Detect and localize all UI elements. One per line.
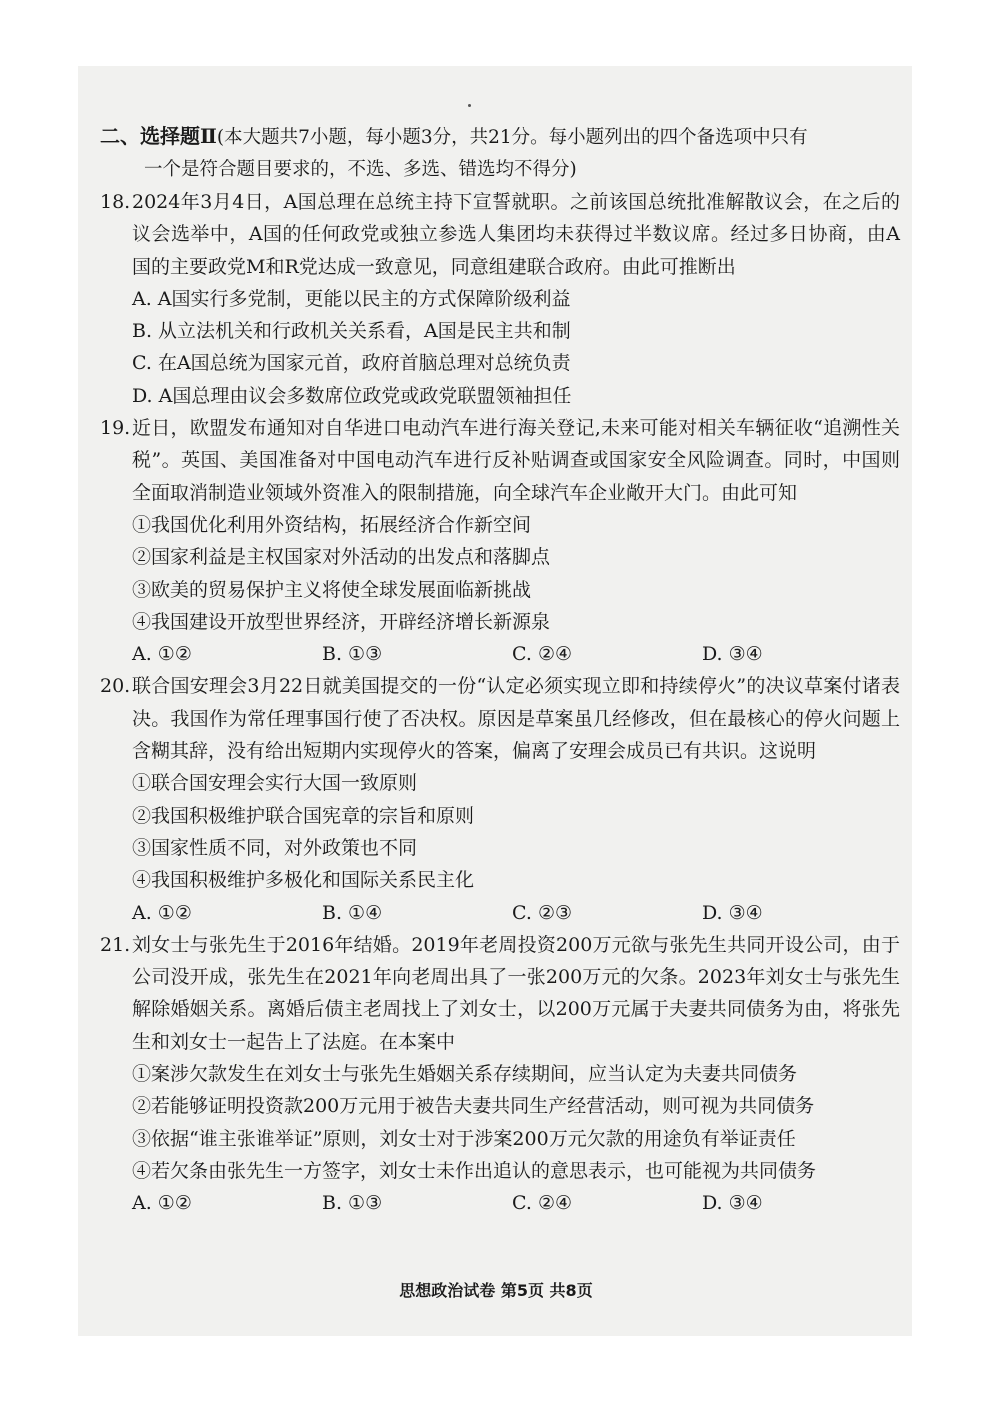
statement-1: ①联合国安理会实行大国一致原则 bbox=[132, 772, 418, 795]
question-20 bbox=[100, 670, 900, 928]
page-footer: 思想政治试卷 第5页 共8页 bbox=[399, 1281, 593, 1300]
answer-choices bbox=[132, 1187, 900, 1219]
section-title: 二、选择题Ⅱ bbox=[100, 124, 217, 148]
question-stem: 近日，欧盟发布通知对自华进口电动汽车进行海关登记,未来可能对相关车辆征收“追溯性关税”。英国、美国准备对中国电动汽车进行反补贴调查或国家安全风险调查。同时，中国则全面取消制造业领域外资准入的限制措施，向全球汽车企业敞开大门。由此可知 bbox=[132, 417, 900, 504]
choice-a: A. ①② bbox=[132, 1192, 192, 1215]
statement-1: ①我国优化利用外资结构，拓展经济合作新空间 bbox=[132, 513, 532, 536]
choice-b: B. ①③ bbox=[322, 1192, 383, 1215]
statement-3: ③依据“谁主张谁举证”原则，刘女士对于涉案200万元欠款的用途负有举证责任 bbox=[132, 1127, 796, 1150]
question-stem: 刘女士与张先生于2016年结婚。2019年老周投资200万元欲与张先生共同开设公司，由于公司没开成，张先生在2021年向老周出具了一张200万元的欠条。2023年刘女士与张先生解除婚姻关系。离婚后债主老周找上了刘女士，以200万元属于夫妻共同债务为由，将张先生和刘女士一起告上了法庭。在本案中 bbox=[132, 933, 900, 1053]
answer-choices bbox=[132, 638, 900, 670]
choice-d: D. ③④ bbox=[702, 901, 763, 924]
choice-d: D. ③④ bbox=[702, 1192, 763, 1215]
statement-3: ③国家性质不同，对外政策也不同 bbox=[132, 836, 418, 859]
choice-c: C. ②③ bbox=[512, 901, 573, 924]
choice-b: B. ①③ bbox=[322, 643, 383, 666]
choice-c: C. ②④ bbox=[512, 643, 573, 666]
question-number: 18. bbox=[100, 191, 131, 213]
scan-speck bbox=[468, 104, 471, 107]
option-a: A. A国实行多党制，更能以民主的方式保障阶级利益 bbox=[132, 287, 571, 310]
section-desc-line1: (本大题共7小题，每小题3分，共21分。每小题列出的四个备选项中只有 bbox=[216, 127, 808, 148]
choice-a: A. ①② bbox=[132, 643, 192, 666]
statement-4: ④我国积极维护多极化和国际关系民主化 bbox=[132, 869, 475, 892]
choice-a: A. ①② bbox=[132, 901, 192, 924]
statement-2: ②我国积极维护联合国宪章的宗旨和原则 bbox=[132, 804, 475, 827]
statement-4: ④若欠条由张先生一方签字，刘女士未作出追认的意思表示，也可能视为共同债务 bbox=[132, 1159, 817, 1182]
question-number: 21. bbox=[100, 933, 131, 956]
choice-c: C. ②④ bbox=[512, 1192, 573, 1215]
choice-d: D. ③④ bbox=[702, 643, 763, 666]
question-number: 20. bbox=[100, 675, 131, 698]
option-d: D. A国总理由议会多数席位政党或政党联盟领袖担任 bbox=[132, 384, 572, 407]
statement-2: ②若能够证明投资款200万元用于被告夫妻共同生产经营活动，则可视为共同债务 bbox=[132, 1095, 815, 1118]
question-stem: 2024年3月4日，A国总理在总统主持下宣誓就职。之前该国总统批准解散议会，在之后的议会选举中，A国的任何政党或独立参选人集团均未获得过半数议席。经过多日协商，由A国的主要政党M和R党达成一致意见，同意组建联合政府。由此可推断出 bbox=[132, 191, 900, 278]
question-18 bbox=[100, 186, 900, 412]
option-c: C. 在A国总统为国家元首，政府首脑总理对总统负责 bbox=[132, 352, 571, 375]
question-number: 19. bbox=[100, 417, 131, 440]
statement-4: ④我国建设开放型世界经济，开辟经济增长新源泉 bbox=[132, 610, 551, 633]
answer-choices bbox=[132, 897, 900, 929]
question-19 bbox=[100, 412, 900, 670]
question-21 bbox=[100, 929, 900, 1220]
exam-content bbox=[100, 120, 900, 1220]
choice-b: B. ①④ bbox=[322, 901, 383, 924]
option-b: B. 从立法机关和行政机关关系看，A国是民主共和制 bbox=[132, 320, 571, 343]
statement-3: ③欧美的贸易保护主义将使全球发展面临新挑战 bbox=[132, 578, 532, 601]
question-stem: 联合国安理会3月22日就美国提交的一份“认定必须实现立即和持续停火”的决议草案付诸表决。我国作为常任理事国行使了否决权。原因是草案虽几经修改，但在最核心的停火问题上含糊其辞，没有给出短期内实现停火的答案，偏离了安理会成员已有共识。这说明 bbox=[132, 675, 900, 763]
statement-2: ②国家利益是主权国家对外活动的出发点和落脚点 bbox=[132, 546, 551, 569]
section-heading bbox=[100, 120, 900, 186]
statement-1: ①案涉欠款发生在刘女士与张先生婚姻关系存续期间，应当认定为夫妻共同债务 bbox=[132, 1063, 798, 1086]
section-desc-line2: 一个是符合题目要求的，不选、多选、错选均不得分) bbox=[144, 159, 577, 180]
